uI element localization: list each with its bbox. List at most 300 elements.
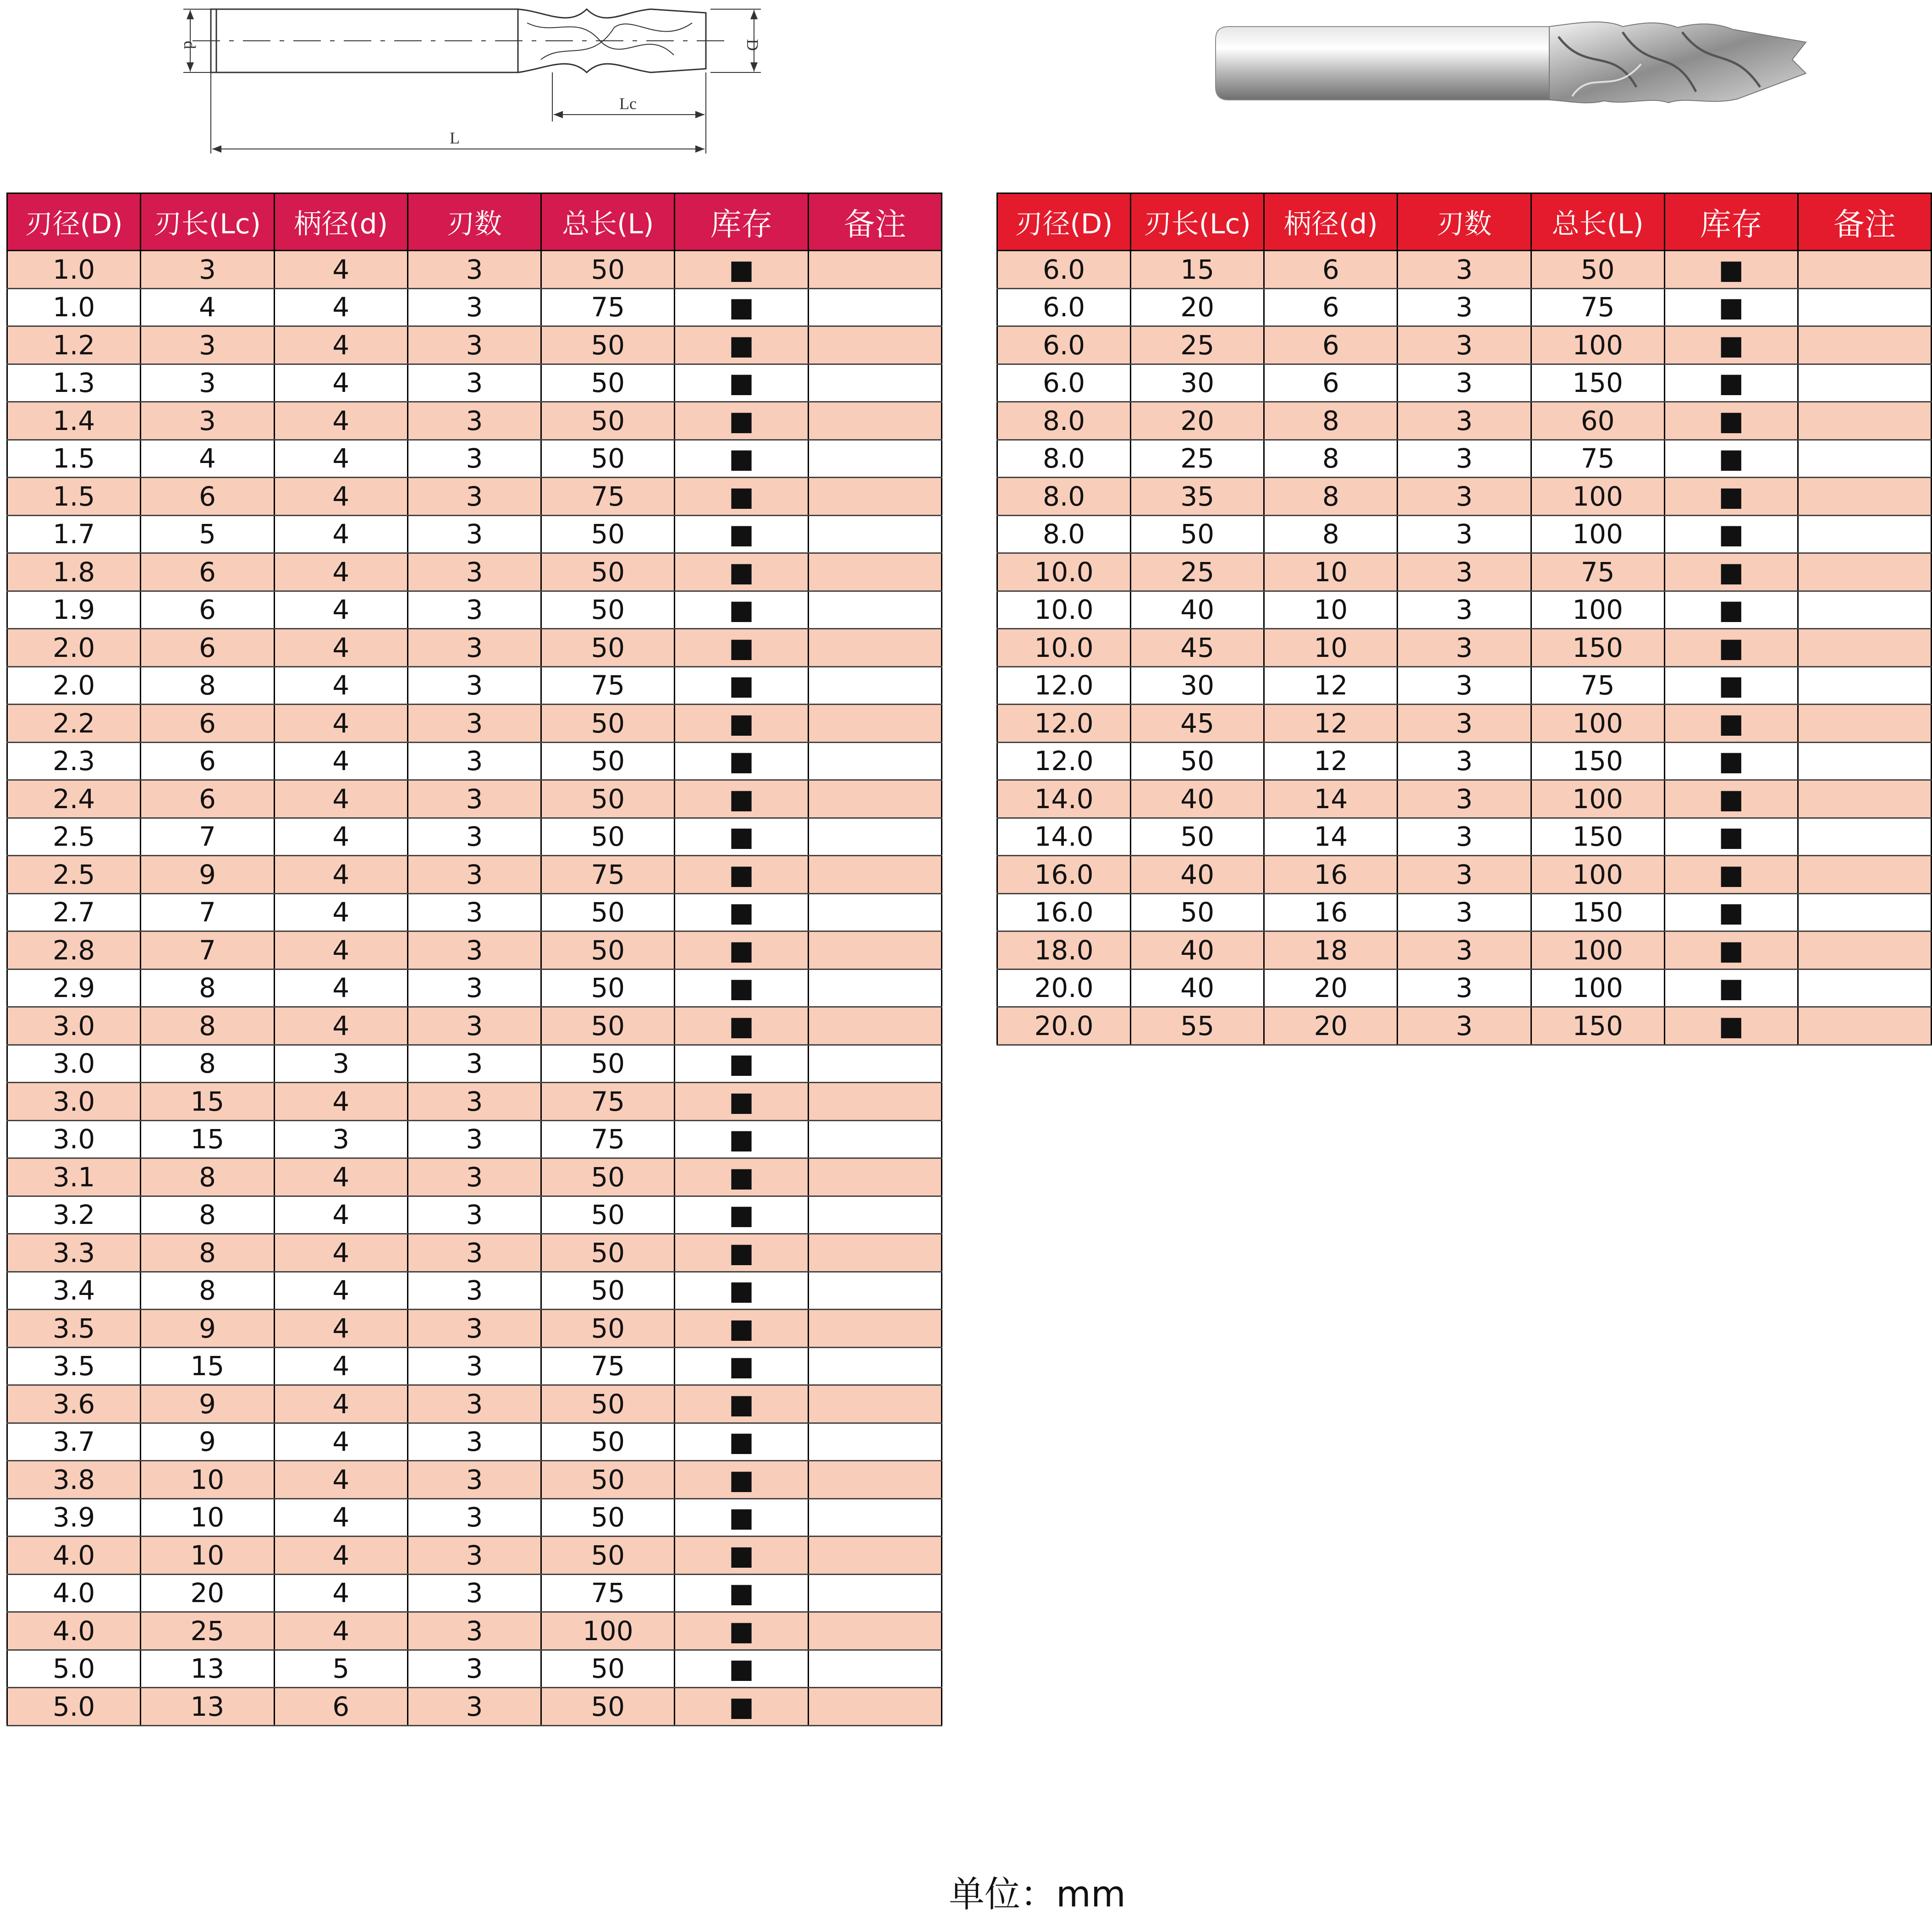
flute-length-label: Lc [619,94,637,113]
cell-flute-length: 9 [141,1310,274,1348]
cell-stock: ■ [675,326,808,364]
cell-flute-count: 3 [407,364,541,402]
cell-flute-length: 5 [141,515,274,553]
cell-stock: ■ [1664,364,1798,402]
cell-stock: ■ [1664,742,1798,780]
cell-stock: ■ [675,629,808,667]
cell-flute-length: 13 [141,1650,274,1688]
table-row [997,288,1932,326]
table-row [7,931,942,970]
cell-overall-length: 75 [541,856,675,894]
cell-shank-diameter: 4 [274,629,407,667]
cell-flute-length: 7 [141,931,274,970]
cell-shank-diameter: 6 [1264,326,1398,364]
cell-flute-count: 3 [407,1234,541,1272]
cell-flute-count: 3 [407,1007,541,1045]
cell-shank-diameter: 4 [274,402,407,440]
cell-blade-diameter: 3.7 [7,1423,141,1461]
cell-flute-length: 15 [1131,251,1264,289]
cell-flute-count: 3 [407,591,541,629]
table-row [7,402,942,440]
cell-shank-diameter: 10 [1264,553,1398,591]
cell-flute-length: 25 [1131,326,1264,364]
cell-shank-diameter: 14 [1264,780,1398,818]
cell-overall-length: 50 [541,818,675,856]
cell-shank-diameter: 4 [274,780,407,818]
cell-remarks [1798,364,1931,402]
cell-overall-length: 50 [541,553,675,591]
cell-overall-length: 50 [541,1310,675,1348]
shank-diameter-label: d [181,41,199,49]
cell-flute-count: 3 [1398,856,1531,894]
cell-overall-length: 75 [541,478,675,516]
cell-overall-length: 100 [1531,591,1664,629]
end-mill-technical-drawing [165,0,779,158]
cell-overall-length: 50 [541,1688,675,1726]
cell-shank-diameter: 4 [274,515,407,553]
cell-flute-length: 55 [1131,1007,1264,1045]
cell-flute-length: 45 [1131,705,1264,743]
cell-remarks [808,1347,941,1385]
table-row [7,1385,942,1423]
table-row [7,1650,942,1688]
cell-remarks [808,1461,941,1499]
cell-blade-diameter: 12.0 [997,742,1131,780]
cell-overall-length: 150 [1531,1007,1664,1045]
cell-stock: ■ [1664,326,1798,364]
cell-overall-length: 50 [541,515,675,553]
cell-remarks [808,402,941,440]
cell-stock: ■ [675,1498,808,1537]
cell-flute-count: 3 [407,326,541,364]
cell-stock: ■ [675,364,808,402]
cell-remarks [808,742,941,780]
cell-flute-count: 3 [1398,629,1531,667]
cell-blade-diameter: 8.0 [997,402,1131,440]
cell-remarks [1798,1007,1931,1045]
table-row [997,326,1932,364]
cell-overall-length: 75 [541,1120,675,1158]
cell-shank-diameter: 4 [274,1272,407,1310]
cell-remarks [808,818,941,856]
cell-shank-diameter: 4 [274,364,407,402]
table-row [7,1158,942,1196]
cell-remarks [1798,478,1931,516]
cell-blade-diameter: 3.0 [7,1007,141,1045]
cell-remarks [1798,326,1931,364]
cell-stock: ■ [1664,969,1798,1007]
cell-stock: ■ [675,1007,808,1045]
table-row [7,1574,942,1612]
cell-flute-count: 3 [407,1158,541,1196]
table-row [7,893,942,931]
table-row [7,1537,942,1575]
cell-flute-length: 9 [141,1423,274,1461]
cell-flute-count: 3 [407,1612,541,1650]
cell-overall-length: 100 [1531,705,1664,743]
cell-flute-count: 3 [407,1688,541,1726]
cell-shank-diameter: 16 [1264,893,1398,931]
cell-flute-length: 3 [141,251,274,289]
cell-stock: ■ [675,818,808,856]
cell-shank-diameter: 6 [1264,288,1398,326]
cell-stock: ■ [675,1537,808,1575]
cell-blade-diameter: 2.3 [7,742,141,780]
cell-remarks [1798,705,1931,743]
table-row [7,667,942,705]
cell-remarks [808,893,941,931]
cell-blade-diameter: 14.0 [997,780,1131,818]
cell-stock: ■ [1664,515,1798,553]
cell-flute-length: 3 [141,402,274,440]
cell-overall-length: 50 [541,1423,675,1461]
col-header-remarks: 备注 [1798,193,1931,251]
cell-stock: ■ [675,1385,808,1423]
cell-remarks [1798,667,1931,705]
cell-blade-diameter: 18.0 [997,931,1131,970]
cell-flute-count: 3 [1398,251,1531,289]
table-row [997,931,1932,970]
cell-stock: ■ [675,742,808,780]
cell-flute-count: 3 [407,705,541,743]
cell-stock: ■ [1664,705,1798,743]
cell-shank-diameter: 4 [274,478,407,516]
table-row [7,251,942,289]
col-header-flute-length: 刃长(Lc) [141,193,274,251]
table-row [997,856,1932,894]
table-row [7,326,942,364]
cell-flute-length: 10 [141,1537,274,1575]
cell-flute-count: 3 [407,553,541,591]
cell-flute-length: 3 [141,326,274,364]
table-row [7,553,942,591]
table-header-row [7,193,942,251]
cell-stock: ■ [1664,1007,1798,1045]
col-header-remarks: 备注 [808,193,941,251]
cell-flute-length: 20 [141,1574,274,1612]
cell-stock: ■ [1664,780,1798,818]
cell-stock: ■ [675,1310,808,1348]
cell-flute-count: 3 [407,818,541,856]
cell-flute-count: 3 [1398,742,1531,780]
cell-remarks [808,1310,941,1348]
cell-flute-count: 3 [407,1385,541,1423]
cell-overall-length: 50 [541,629,675,667]
cell-stock: ■ [675,1650,808,1688]
cell-overall-length: 100 [1531,969,1664,1007]
cell-blade-diameter: 3.6 [7,1385,141,1423]
cell-flute-count: 3 [407,440,541,478]
cell-stock: ■ [675,288,808,326]
unit-label: 单位：mm [949,1874,1126,1915]
cell-shank-diameter: 14 [1264,818,1398,856]
cell-flute-length: 6 [141,629,274,667]
cell-overall-length: 50 [541,1385,675,1423]
cell-overall-length: 50 [541,591,675,629]
cell-shank-diameter: 4 [274,667,407,705]
cell-flute-length: 6 [141,478,274,516]
cell-shank-diameter: 4 [274,440,407,478]
cell-shank-diameter: 6 [1264,251,1398,289]
cell-overall-length: 50 [541,780,675,818]
table-row [7,1461,942,1499]
table-row [7,1498,942,1537]
cell-flute-count: 3 [407,1120,541,1158]
cell-shank-diameter: 4 [274,1310,407,1348]
cell-flute-length: 6 [141,553,274,591]
table-row [7,856,942,894]
cell-stock: ■ [1664,591,1798,629]
end-mill-product-image [1210,18,1815,110]
cell-overall-length: 100 [541,1612,675,1650]
cell-stock: ■ [675,931,808,970]
table-row [7,1272,942,1310]
cell-flute-length: 6 [141,780,274,818]
cell-remarks [808,553,941,591]
cell-flute-count: 3 [1398,818,1531,856]
cell-flute-count: 3 [407,1461,541,1499]
cell-remarks [808,1234,941,1272]
table-row [7,1347,942,1385]
cell-flute-length: 9 [141,1385,274,1423]
cell-blade-diameter: 3.5 [7,1347,141,1385]
cell-overall-length: 50 [541,969,675,1007]
cell-stock: ■ [675,667,808,705]
cell-blade-diameter: 3.0 [7,1045,141,1083]
cell-blade-diameter: 2.5 [7,856,141,894]
cell-flute-length: 8 [141,1272,274,1310]
cell-stock: ■ [675,1234,808,1272]
cell-flute-count: 3 [407,251,541,289]
cell-flute-length: 40 [1131,591,1264,629]
cell-flute-count: 3 [407,1083,541,1121]
cell-remarks [1798,402,1931,440]
cell-remarks [1798,515,1931,553]
cell-remarks [808,326,941,364]
cell-blade-diameter: 20.0 [997,969,1131,1007]
table-row [7,629,942,667]
cell-flute-length: 50 [1131,515,1264,553]
cell-stock: ■ [675,1612,808,1650]
cell-flute-count: 3 [407,856,541,894]
cell-blade-diameter: 14.0 [997,818,1131,856]
cell-stock: ■ [1664,402,1798,440]
cell-overall-length: 50 [541,1234,675,1272]
cell-stock: ■ [675,1272,808,1310]
cell-stock: ■ [675,705,808,743]
cell-stock: ■ [675,893,808,931]
cell-overall-length: 50 [541,440,675,478]
cell-shank-diameter: 4 [274,856,407,894]
cell-remarks [1798,969,1931,1007]
cell-shank-diameter: 10 [1264,629,1398,667]
cutter-diameter-label: D [743,39,762,51]
cell-flute-count: 3 [1398,893,1531,931]
cell-shank-diameter: 5 [274,1650,407,1688]
table-row [7,1120,942,1158]
cell-flute-count: 3 [407,780,541,818]
cell-blade-diameter: 3.8 [7,1461,141,1499]
spec-table-right-body [997,251,1932,1045]
cell-remarks [808,478,941,516]
cell-flute-length: 8 [141,1196,274,1234]
cell-stock: ■ [1664,251,1798,289]
cell-shank-diameter: 4 [274,1158,407,1196]
spec-table-left-body [7,251,942,1726]
table-row [7,1196,942,1234]
col-header-shank-diameter: 柄径(d) [1264,193,1398,251]
cell-blade-diameter: 8.0 [997,440,1131,478]
cell-shank-diameter: 4 [274,326,407,364]
cell-shank-diameter: 4 [274,553,407,591]
cell-blade-diameter: 4.0 [7,1612,141,1650]
cell-blade-diameter: 2.5 [7,818,141,856]
cell-remarks [808,969,941,1007]
cell-flute-length: 4 [141,288,274,326]
cell-flute-count: 3 [1398,553,1531,591]
cell-flute-length: 40 [1131,931,1264,970]
cell-blade-diameter: 1.9 [7,591,141,629]
cell-overall-length: 50 [541,364,675,402]
cell-shank-diameter: 16 [1264,856,1398,894]
cell-shank-diameter: 4 [274,1423,407,1461]
cell-flute-length: 6 [141,705,274,743]
cell-flute-length: 10 [141,1498,274,1537]
cell-overall-length: 50 [541,742,675,780]
cell-flute-count: 3 [407,1272,541,1310]
cell-flute-length: 8 [141,1007,274,1045]
cell-remarks [1798,591,1931,629]
cell-flute-length: 40 [1131,780,1264,818]
cell-overall-length: 50 [541,402,675,440]
col-header-overall-length: 总长(L) [1531,193,1664,251]
cell-remarks [808,931,941,970]
cell-remarks [1798,856,1931,894]
cell-overall-length: 75 [541,1347,675,1385]
cell-flute-length: 7 [141,893,274,931]
cell-flute-count: 3 [407,931,541,970]
cell-flute-length: 4 [141,440,274,478]
cell-flute-length: 15 [141,1120,274,1158]
cell-remarks [808,591,941,629]
cell-overall-length: 50 [541,326,675,364]
cell-blade-diameter: 1.3 [7,364,141,402]
cell-flute-count: 3 [407,629,541,667]
cell-overall-length: 50 [541,1158,675,1196]
cell-flute-count: 3 [407,1574,541,1612]
table-row [997,629,1932,667]
cell-shank-diameter: 4 [274,818,407,856]
cell-shank-diameter: 8 [1264,402,1398,440]
cell-shank-diameter: 20 [1264,969,1398,1007]
cell-overall-length: 150 [1531,818,1664,856]
col-header-flute-count: 刃数 [407,193,541,251]
col-header-shank-diameter: 柄径(d) [274,193,407,251]
cell-shank-diameter: 4 [274,591,407,629]
cell-remarks [1798,742,1931,780]
cell-stock: ■ [1664,629,1798,667]
cell-blade-diameter: 4.0 [7,1574,141,1612]
cell-flute-length: 20 [1131,288,1264,326]
cell-flute-length: 13 [141,1688,274,1726]
cell-shank-diameter: 3 [274,1120,407,1158]
cell-flute-count: 3 [407,1045,541,1083]
cell-remarks [1798,288,1931,326]
cell-flute-length: 50 [1131,893,1264,931]
cell-stock: ■ [675,1461,808,1499]
col-header-blade-diameter: 刃径(D) [997,193,1131,251]
cell-shank-diameter: 12 [1264,667,1398,705]
cell-flute-count: 3 [1398,705,1531,743]
cell-flute-count: 3 [407,667,541,705]
cell-stock: ■ [675,1083,808,1121]
col-header-flute-count: 刃数 [1398,193,1531,251]
cell-blade-diameter: 4.0 [7,1537,141,1575]
cell-overall-length: 75 [1531,553,1664,591]
cell-remarks [1798,893,1931,931]
cell-shank-diameter: 4 [274,1574,407,1612]
cell-flute-length: 25 [1131,440,1264,478]
cell-overall-length: 100 [1531,515,1664,553]
table-row [997,969,1932,1007]
table-row [997,742,1932,780]
cell-remarks [808,667,941,705]
cell-shank-diameter: 4 [274,1612,407,1650]
cell-remarks [808,780,941,818]
cell-flute-length: 10 [141,1461,274,1499]
cell-shank-diameter: 4 [274,969,407,1007]
cell-flute-length: 6 [141,591,274,629]
cell-overall-length: 75 [1531,288,1664,326]
cell-remarks [808,1120,941,1158]
cell-overall-length: 50 [541,1498,675,1537]
cell-shank-diameter: 4 [274,1498,407,1537]
cell-overall-length: 150 [1531,364,1664,402]
cell-stock: ■ [1664,553,1798,591]
cell-blade-diameter: 1.7 [7,515,141,553]
cell-remarks [1798,931,1931,970]
overall-length-label: L [450,129,460,147]
cell-remarks [808,1537,941,1575]
cell-overall-length: 100 [1531,326,1664,364]
cell-stock: ■ [675,1045,808,1083]
cell-stock: ■ [1664,288,1798,326]
cell-stock: ■ [675,1196,808,1234]
cell-overall-length: 50 [541,1272,675,1310]
cell-remarks [808,1423,941,1461]
cell-flute-length: 25 [1131,553,1264,591]
cell-shank-diameter: 10 [1264,591,1398,629]
cell-flute-length: 25 [141,1612,274,1650]
cell-shank-diameter: 4 [274,251,407,289]
cell-shank-diameter: 4 [274,1234,407,1272]
cell-flute-count: 3 [407,1310,541,1348]
cell-blade-diameter: 6.0 [997,288,1131,326]
cell-remarks [1798,780,1931,818]
cell-shank-diameter: 4 [274,893,407,931]
cell-flute-count: 3 [407,515,541,553]
cell-remarks [808,515,941,553]
cell-blade-diameter: 2.8 [7,931,141,970]
cell-shank-diameter: 6 [1264,364,1398,402]
cell-blade-diameter: 16.0 [997,856,1131,894]
table-row [997,591,1932,629]
cell-overall-length: 75 [541,1083,675,1121]
cell-overall-length: 50 [541,251,675,289]
cell-blade-diameter: 5.0 [7,1688,141,1726]
cell-flute-length: 40 [1131,969,1264,1007]
cell-stock: ■ [675,1423,808,1461]
